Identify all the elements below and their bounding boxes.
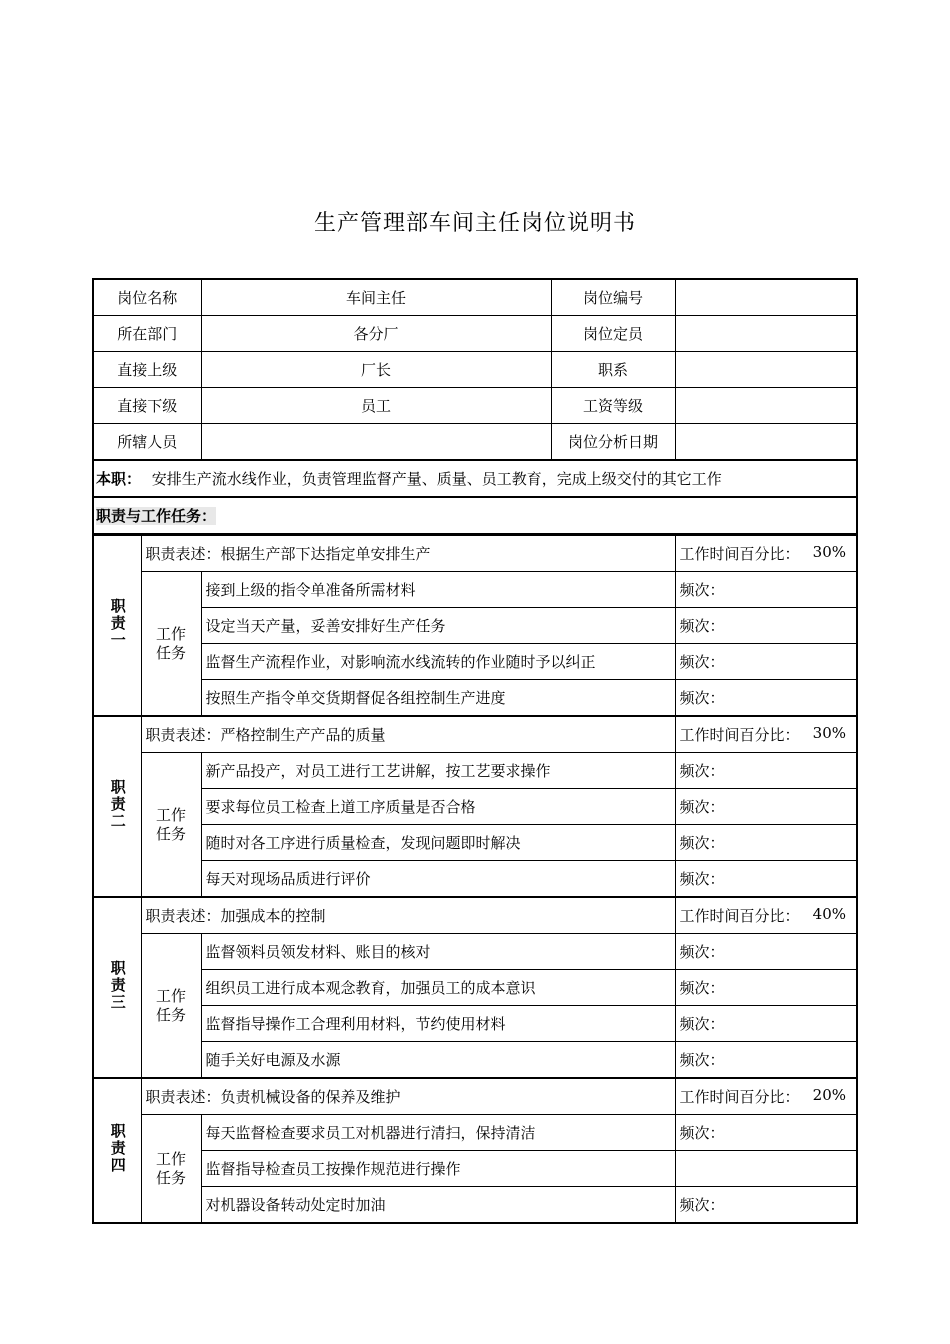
task-row bbox=[93, 608, 857, 644]
freq-label: 频次： bbox=[675, 1187, 857, 1224]
task-row bbox=[93, 861, 857, 898]
info-row bbox=[93, 424, 857, 461]
duty-1-pct: 工作时间百分比： 30% bbox=[675, 536, 857, 572]
value-department: 各分厂 bbox=[201, 316, 551, 352]
duty-2-desc: 职责表述：严格控制生产产品的质量 bbox=[141, 716, 675, 753]
task-text: 随时对各工序进行质量检查，发现问题即时解决 bbox=[201, 825, 675, 861]
info-row bbox=[93, 279, 857, 316]
label-analysis-date: 岗位分析日期 bbox=[551, 424, 675, 461]
duty-desc-text: 根据生产部下达指定单安排生产 bbox=[220, 545, 431, 563]
duty-4-desc: 职责表述：负责机械设备的保养及维护 bbox=[141, 1078, 675, 1115]
duty-desc-row bbox=[93, 1078, 857, 1115]
task-label: 工作任务 bbox=[141, 572, 201, 717]
duty-3-label bbox=[93, 897, 141, 1078]
task-row bbox=[93, 1187, 857, 1224]
freq-label: 频次： bbox=[675, 644, 857, 680]
task-text: 对机器设备转动处定时加油 bbox=[201, 1187, 675, 1224]
task-text: 要求每位员工检查上道工序质量是否合格 bbox=[201, 789, 675, 825]
value-direct-subordinate: 员工 bbox=[201, 388, 551, 424]
value-job-family bbox=[675, 352, 857, 388]
benzhi-text: 安排生产流水线作业，负责管理监督产量、质量、员工教育，完成上级交付的其它工作 bbox=[151, 470, 722, 488]
freq-label: 频次： bbox=[675, 608, 857, 644]
freq-label: 频次： bbox=[675, 934, 857, 970]
duty-4-label bbox=[93, 1078, 141, 1223]
pct-value: 40% bbox=[812, 905, 846, 923]
duty-desc-row bbox=[93, 716, 857, 753]
value-position-name: 车间主任 bbox=[201, 279, 551, 316]
duty-desc-text: 严格控制生产产品的质量 bbox=[220, 726, 386, 744]
task-text: 新产品投产，对员工进行工艺讲解，按工艺要求操作 bbox=[201, 753, 675, 789]
task-row bbox=[93, 1151, 857, 1187]
label-salary-grade: 工资等级 bbox=[551, 388, 675, 424]
label-position-number: 岗位编号 bbox=[551, 279, 675, 316]
duty-4-pct: 工作时间百分比： 20% bbox=[675, 1078, 857, 1115]
task-row bbox=[93, 1042, 857, 1079]
info-row bbox=[93, 352, 857, 388]
label-direct-subordinate: 直接下级 bbox=[93, 388, 201, 424]
duty-1-desc: 职责表述：根据生产部下达指定单安排生产 bbox=[141, 536, 675, 572]
task-label: 工作任务 bbox=[141, 753, 201, 898]
freq-label: 频次： bbox=[675, 1115, 857, 1151]
task-text: 按照生产指令单交货期督促各组控制生产进度 bbox=[201, 680, 675, 717]
duty-name: 职责三 bbox=[108, 959, 127, 1011]
task-row bbox=[93, 572, 857, 608]
pct-value: 30% bbox=[812, 724, 846, 742]
duties-header: 职责与工作任务： bbox=[96, 507, 217, 525]
task-text: 设定当天产量，妥善安排好生产任务 bbox=[201, 608, 675, 644]
duties-header-row bbox=[93, 497, 857, 534]
task-row bbox=[93, 1006, 857, 1042]
value-staff bbox=[201, 424, 551, 461]
freq-label: 频次： bbox=[675, 825, 857, 861]
value-salary-grade bbox=[675, 388, 857, 424]
freq-label: 频次： bbox=[675, 1042, 857, 1079]
task-row bbox=[93, 825, 857, 861]
duties-table bbox=[92, 535, 858, 1224]
label-direct-superior: 直接上级 bbox=[93, 352, 201, 388]
job-description-sheet bbox=[92, 278, 858, 1224]
duty-desc-row bbox=[93, 897, 857, 934]
info-table bbox=[92, 278, 858, 535]
freq-label: 频次： bbox=[675, 789, 857, 825]
task-text: 组织员工进行成本观念教育，加强员工的成本意识 bbox=[201, 970, 675, 1006]
freq-label: 频次： bbox=[675, 680, 857, 717]
task-text: 每天监督检查要求员工对机器进行清扫，保持清洁 bbox=[201, 1115, 675, 1151]
info-row bbox=[93, 388, 857, 424]
task-row bbox=[93, 970, 857, 1006]
pct-value: 20% bbox=[812, 1086, 846, 1104]
pct-value: 30% bbox=[812, 543, 846, 561]
label-staff: 所辖人员 bbox=[93, 424, 201, 461]
duty-3-desc: 职责表述：加强成本的控制 bbox=[141, 897, 675, 934]
task-text: 监督指导操作工合理利用材料，节约使用材料 bbox=[201, 1006, 675, 1042]
label-position-name: 岗位名称 bbox=[93, 279, 201, 316]
duty-2-pct: 工作时间百分比： 30% bbox=[675, 716, 857, 753]
freq-label: 频次： bbox=[675, 572, 857, 608]
duty-name: 职责四 bbox=[108, 1122, 127, 1174]
task-text: 接到上级的指令单准备所需材料 bbox=[201, 572, 675, 608]
task-text: 随手关好电源及水源 bbox=[201, 1042, 675, 1079]
value-analysis-date bbox=[675, 424, 857, 461]
label-department: 所在部门 bbox=[93, 316, 201, 352]
duty-2-label bbox=[93, 716, 141, 897]
benzhi-label: 本职： bbox=[96, 470, 142, 488]
task-row bbox=[93, 644, 857, 680]
duty-name: 职责二 bbox=[108, 778, 127, 830]
duty-1-label bbox=[93, 536, 141, 717]
label-job-family: 职系 bbox=[551, 352, 675, 388]
freq-label: 频次： bbox=[675, 753, 857, 789]
duty-desc-text: 加强成本的控制 bbox=[220, 907, 326, 925]
page-title: 生产管理部车间主任岗位说明书 bbox=[313, 211, 636, 236]
task-label: 工作任务 bbox=[141, 1115, 201, 1224]
duty-desc-text: 负责机械设备的保养及维护 bbox=[220, 1088, 401, 1106]
freq-label: 频次： bbox=[675, 970, 857, 1006]
duty-3-pct: 工作时间百分比： 40% bbox=[675, 897, 857, 934]
benzhi-row bbox=[93, 460, 857, 497]
task-text: 每天对现场品质进行评价 bbox=[201, 861, 675, 898]
task-text: 监督领料员领发材料、账目的核对 bbox=[201, 934, 675, 970]
label-headcount: 岗位定员 bbox=[551, 316, 675, 352]
value-headcount bbox=[675, 316, 857, 352]
task-row bbox=[93, 789, 857, 825]
info-row bbox=[93, 316, 857, 352]
duty-desc-row bbox=[93, 536, 857, 572]
duty-name: 职责一 bbox=[108, 597, 127, 649]
task-row bbox=[93, 1115, 857, 1151]
value-position-number bbox=[675, 279, 857, 316]
freq-label: 频次： bbox=[675, 861, 857, 898]
task-text: 监督指导检查员工按操作规范进行操作 bbox=[201, 1151, 675, 1187]
task-text: 监督生产流程作业，对影响流水线流转的作业随时予以纠正 bbox=[201, 644, 675, 680]
task-row bbox=[93, 680, 857, 717]
freq-empty bbox=[675, 1151, 857, 1187]
task-label: 工作任务 bbox=[141, 934, 201, 1079]
value-direct-superior: 厂长 bbox=[201, 352, 551, 388]
task-row bbox=[93, 934, 857, 970]
freq-label: 频次： bbox=[675, 1006, 857, 1042]
task-row bbox=[93, 753, 857, 789]
